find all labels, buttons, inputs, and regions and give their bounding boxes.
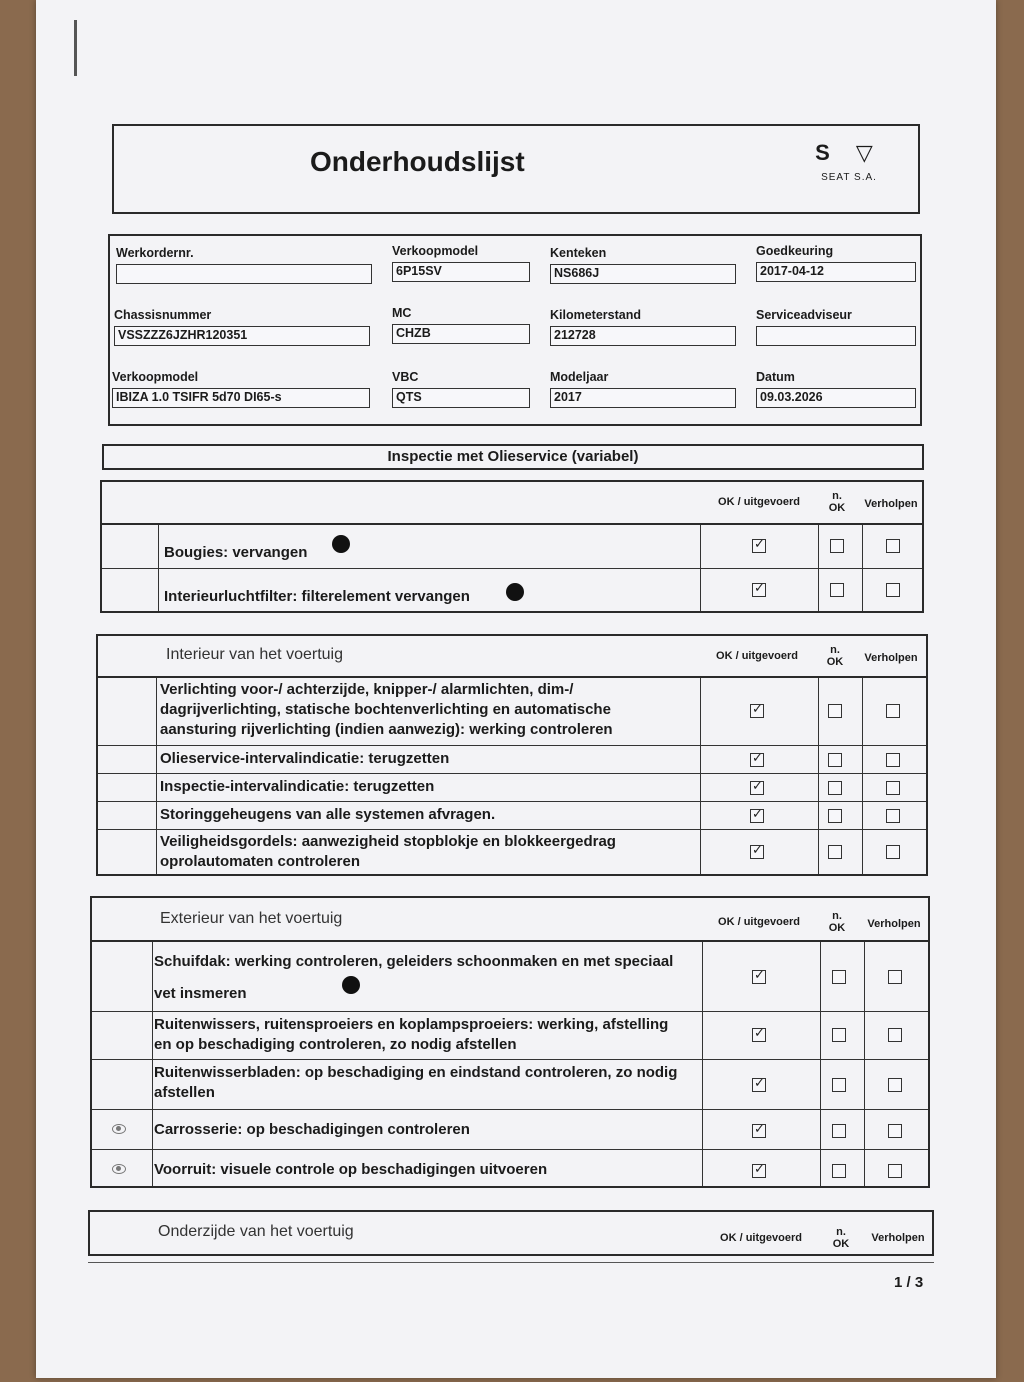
logo-icon: S ▽ bbox=[815, 140, 883, 165]
section-title: Exterieur van het voertuig bbox=[160, 910, 343, 927]
checkbox-ok[interactable] bbox=[750, 845, 764, 859]
checkbox-nok[interactable] bbox=[830, 583, 844, 597]
table-row: Verlichting voor-/ achterzijde, knipper-/ alarmlichten, dim-/ dagrijverlichting, statische bochtenverlichting en automatische aansturing rijverlichting (indien aanwezig): werking controleren ✓ bbox=[98, 678, 926, 746]
col-fix-header: Verholpen bbox=[864, 498, 918, 510]
checkbox-nok[interactable] bbox=[828, 809, 842, 823]
col-ok-header: OK / uitgevoerd bbox=[718, 496, 800, 508]
field-werkordernr: Werkordernr. bbox=[116, 246, 372, 284]
visual-inspection-icon bbox=[112, 1124, 126, 1134]
section-interieur bbox=[96, 634, 928, 876]
section-header bbox=[92, 898, 928, 942]
footer-divider bbox=[88, 1262, 934, 1263]
checkbox-ok[interactable] bbox=[750, 809, 764, 823]
checkbox-ok[interactable] bbox=[750, 781, 764, 795]
kenteken-value[interactable]: NS686J bbox=[550, 264, 736, 284]
logo-subtitle: SEAT S.A. bbox=[821, 172, 877, 183]
table-row: Ruitenwisserbladen: op beschadiging en eindstand controleren, zo nodig afstellen ✓ bbox=[92, 1060, 928, 1110]
section-exterieur bbox=[90, 896, 930, 1188]
checkbox-ok[interactable] bbox=[752, 539, 766, 553]
col-ok-header: OK / uitgevoerd bbox=[720, 1232, 802, 1244]
col-ok-header: OK / uitgevoerd bbox=[716, 650, 798, 662]
verkoopmodel-naam-value[interactable]: IBIZA 1.0 TSIFR 5d70 DI65-s bbox=[112, 388, 370, 408]
col-nok-header: n. OK bbox=[828, 910, 846, 934]
section-header bbox=[102, 482, 922, 525]
checkbox-verholpen[interactable] bbox=[886, 539, 900, 553]
checkbox-ok[interactable] bbox=[752, 1028, 766, 1042]
checkbox-verholpen[interactable] bbox=[888, 1078, 902, 1092]
checkbox-nok[interactable] bbox=[832, 1124, 846, 1138]
table-row: Carrosserie: op beschadigingen controleren ✓ bbox=[92, 1110, 928, 1150]
col-nok-header: n. OK bbox=[832, 1226, 850, 1250]
section-onderzijde bbox=[88, 1210, 934, 1256]
checkbox-nok[interactable] bbox=[828, 753, 842, 767]
table-row: Ruitenwissers, ruitensproeiers en koplampsproeiers: werking, afstelling en op beschadiging controleren, zo nodig afstellen ✓ bbox=[92, 1012, 928, 1060]
checkbox-nok[interactable] bbox=[828, 845, 842, 859]
field-verkoopmodel-code: Verkoopmodel 6P15SV bbox=[392, 244, 530, 282]
kilometerstand-value[interactable]: 212728 bbox=[550, 326, 736, 346]
rows-container bbox=[102, 525, 922, 611]
inspection-banner: Inspectie met Olieservice (variabel) bbox=[102, 444, 924, 470]
field-mc: MC CHZB bbox=[392, 306, 530, 344]
mc-value[interactable]: CHZB bbox=[392, 324, 530, 344]
table-row: Bougies: vervangen ✓ bbox=[102, 525, 922, 569]
rows-container bbox=[92, 942, 928, 1186]
rows-container bbox=[98, 678, 926, 874]
checkbox-ok[interactable] bbox=[752, 1124, 766, 1138]
modeljaar-value[interactable]: 2017 bbox=[550, 388, 736, 408]
field-vbc: VBC QTS bbox=[392, 370, 530, 408]
checkbox-verholpen[interactable] bbox=[888, 1028, 902, 1042]
checkbox-nok[interactable] bbox=[828, 781, 842, 795]
binder-mark bbox=[74, 20, 77, 76]
checkbox-verholpen[interactable] bbox=[886, 781, 900, 795]
checkbox-verholpen[interactable] bbox=[886, 845, 900, 859]
field-datum: Datum 09.03.2026 bbox=[756, 370, 916, 408]
checkbox-nok[interactable] bbox=[828, 704, 842, 718]
checkbox-verholpen[interactable] bbox=[888, 970, 902, 984]
section-title: Interieur van het voertuig bbox=[166, 646, 343, 663]
col-nok-header: n. OK bbox=[828, 490, 846, 514]
table-row: Interieurluchtfilter: filterelement vervangen ✓ bbox=[102, 569, 922, 613]
vehicle-info-box bbox=[108, 234, 922, 426]
checkbox-ok[interactable] bbox=[750, 753, 764, 767]
checkbox-ok[interactable] bbox=[752, 583, 766, 597]
col-fix-header: Verholpen bbox=[867, 918, 921, 930]
table-row: Schuifdak: werking controleren, geleiders schoonmaken en met speciaal vet insmeren ✓ bbox=[92, 942, 928, 1012]
visual-inspection-icon bbox=[112, 1164, 126, 1174]
chassisnummer-value[interactable]: VSSZZZ6JZHR120351 bbox=[114, 326, 370, 346]
checkbox-verholpen[interactable] bbox=[886, 753, 900, 767]
field-serviceadviseur: Serviceadviseur bbox=[756, 308, 916, 346]
marker-dot-icon bbox=[332, 535, 350, 553]
checkbox-ok[interactable] bbox=[750, 704, 764, 718]
checkbox-ok[interactable] bbox=[752, 1164, 766, 1178]
checkbox-nok[interactable] bbox=[832, 1028, 846, 1042]
checkbox-verholpen[interactable] bbox=[886, 583, 900, 597]
col-nok-header: n. OK bbox=[826, 644, 844, 668]
section-inspectie bbox=[100, 480, 924, 613]
marker-dot-icon bbox=[342, 976, 360, 994]
section-header bbox=[98, 636, 926, 678]
col-fix-header: Verholpen bbox=[871, 1232, 925, 1244]
checkbox-nok[interactable] bbox=[832, 1164, 846, 1178]
checkbox-ok[interactable] bbox=[752, 970, 766, 984]
page-number: 1 / 3 bbox=[894, 1274, 924, 1291]
checkbox-nok[interactable] bbox=[832, 1078, 846, 1092]
checkbox-nok[interactable] bbox=[830, 539, 844, 553]
table-row: Olieservice-intervalindicatie: terugzetten ✓ bbox=[98, 746, 926, 774]
page-title: Onderhoudslijst bbox=[310, 146, 525, 177]
field-goedkeuring: Goedkeuring 2017-04-12 bbox=[756, 244, 916, 282]
field-verkoopmodel-naam: Verkoopmodel IBIZA 1.0 TSIFR 5d70 DI65-s bbox=[112, 370, 370, 408]
werkordernr-value[interactable] bbox=[116, 264, 372, 284]
serviceadviseur-value[interactable] bbox=[756, 326, 916, 346]
checkbox-verholpen[interactable] bbox=[886, 704, 900, 718]
field-modeljaar: Modeljaar 2017 bbox=[550, 370, 736, 408]
checkbox-nok[interactable] bbox=[832, 970, 846, 984]
verkoopmodel-code-value[interactable]: 6P15SV bbox=[392, 262, 530, 282]
seat-cupra-logo bbox=[814, 140, 884, 183]
field-kenteken: Kenteken NS686J bbox=[550, 246, 736, 284]
checkbox-ok[interactable] bbox=[752, 1078, 766, 1092]
table-row: Voorruit: visuele controle op beschadigingen uitvoeren ✓ bbox=[92, 1150, 928, 1188]
section-title: Onderzijde van het voertuig bbox=[158, 1223, 354, 1240]
col-fix-header: Verholpen bbox=[864, 652, 918, 664]
table-row: Inspectie-intervalindicatie: terugzetten ✓ bbox=[98, 774, 926, 802]
col-ok-header: OK / uitgevoerd bbox=[718, 916, 800, 928]
checkbox-verholpen[interactable] bbox=[888, 1124, 902, 1138]
field-kilometerstand: Kilometerstand 212728 bbox=[550, 308, 736, 346]
vbc-value[interactable]: QTS bbox=[392, 388, 530, 408]
table-row: Veiligheidsgordels: aanwezigheid stopblokje en blokkeergedrag oprolautomaten controleren ✓ bbox=[98, 830, 926, 874]
title-box bbox=[112, 124, 920, 214]
goedkeuring-value[interactable]: 2017-04-12 bbox=[756, 262, 916, 282]
datum-value[interactable]: 09.03.2026 bbox=[756, 388, 916, 408]
checkbox-verholpen[interactable] bbox=[886, 809, 900, 823]
marker-dot-icon bbox=[506, 583, 524, 601]
checkbox-verholpen[interactable] bbox=[888, 1164, 902, 1178]
table-row: Storinggeheugens van alle systemen afvragen. ✓ bbox=[98, 802, 926, 830]
field-chassisnummer: Chassisnummer VSSZZZ6JZHR120351 bbox=[114, 308, 370, 346]
